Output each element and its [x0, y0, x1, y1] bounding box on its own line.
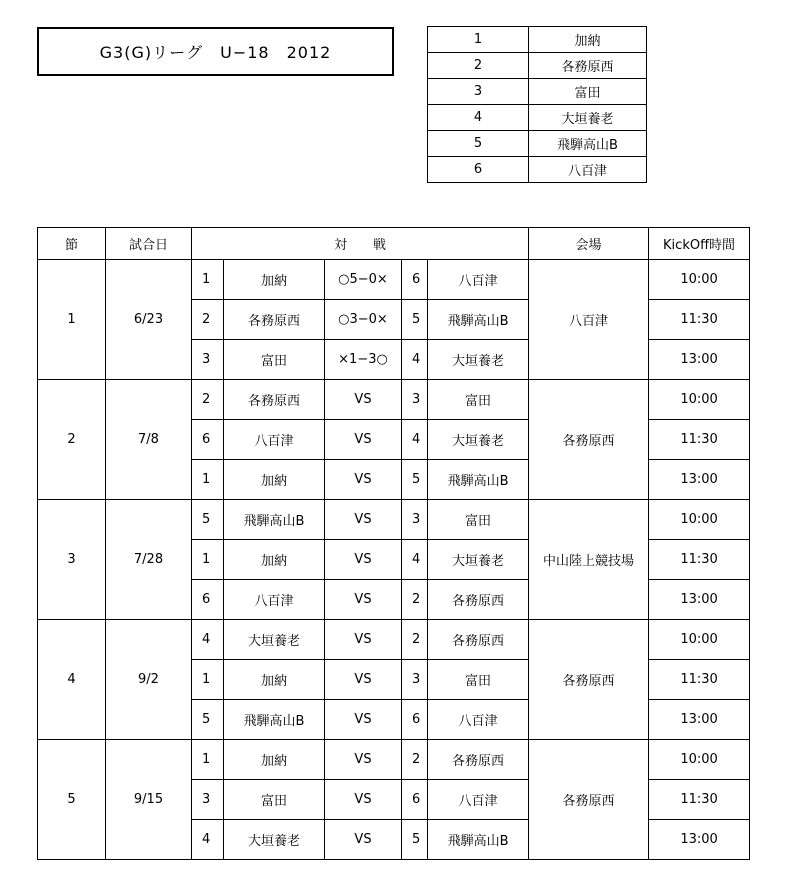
round-number: 1	[38, 260, 106, 380]
away-team-number: 4	[402, 540, 428, 580]
team-row	[428, 53, 647, 79]
home-team: 加納	[224, 460, 325, 500]
match-row	[38, 260, 750, 300]
match-score: VS	[325, 780, 402, 820]
kickoff-time: 10:00	[649, 380, 750, 420]
round-number: 3	[38, 500, 106, 620]
match-score: VS	[325, 420, 402, 460]
away-team-number: 3	[402, 500, 428, 540]
home-team: 八百津	[224, 420, 325, 460]
match-score: ○5−0×	[325, 260, 402, 300]
home-team: 富田	[224, 780, 325, 820]
home-team: 飛騨高山B	[224, 700, 325, 740]
team-row	[428, 79, 647, 105]
match-score: VS	[325, 660, 402, 700]
away-team: 八百津	[428, 260, 529, 300]
header-round: 節	[38, 228, 106, 260]
home-team: 飛騨高山B	[224, 500, 325, 540]
away-team: 富田	[428, 380, 529, 420]
team-name: 飛騨高山B	[529, 131, 647, 157]
away-team: 八百津	[428, 780, 529, 820]
away-team: 大垣養老	[428, 540, 529, 580]
home-team-number: 1	[192, 260, 224, 300]
away-team: 富田	[428, 500, 529, 540]
team-name: 富田	[529, 79, 647, 105]
match-score: VS	[325, 580, 402, 620]
away-team: 飛騨高山B	[428, 460, 529, 500]
kickoff-time: 10:00	[649, 500, 750, 540]
match-score: ×1−3○	[325, 340, 402, 380]
away-team: 各務原西	[428, 740, 529, 780]
team-number: 1	[428, 27, 529, 53]
team-name: 加納	[529, 27, 647, 53]
home-team-number: 3	[192, 780, 224, 820]
team-row	[428, 131, 647, 157]
away-team-number: 2	[402, 580, 428, 620]
team-number: 3	[428, 79, 529, 105]
home-team: 八百津	[224, 580, 325, 620]
away-team-number: 5	[402, 820, 428, 860]
match-row	[38, 740, 750, 780]
away-team: 大垣養老	[428, 340, 529, 380]
home-team: 各務原西	[224, 380, 325, 420]
league-title: G3(G)リーグ U−18 2012	[37, 27, 394, 76]
home-team: 富田	[224, 340, 325, 380]
away-team: 飛騨高山B	[428, 300, 529, 340]
team-name: 大垣養老	[529, 105, 647, 131]
away-team: 各務原西	[428, 620, 529, 660]
team-number: 4	[428, 105, 529, 131]
round-number: 2	[38, 380, 106, 500]
team-name: 八百津	[529, 157, 647, 183]
match-row	[38, 500, 750, 540]
match-date: 9/2	[106, 620, 192, 740]
away-team: 大垣養老	[428, 420, 529, 460]
team-list-table	[427, 26, 647, 183]
kickoff-time: 10:00	[649, 260, 750, 300]
team-row	[428, 27, 647, 53]
round-number: 5	[38, 740, 106, 860]
match-score: VS	[325, 500, 402, 540]
away-team: 飛騨高山B	[428, 820, 529, 860]
match-venue: 各務原西	[529, 380, 649, 500]
home-team: 大垣養老	[224, 620, 325, 660]
match-date: 7/8	[106, 380, 192, 500]
match-row	[38, 620, 750, 660]
kickoff-time: 13:00	[649, 340, 750, 380]
home-team-number: 1	[192, 460, 224, 500]
match-score: VS	[325, 820, 402, 860]
away-team-number: 2	[402, 740, 428, 780]
away-team-number: 2	[402, 620, 428, 660]
match-date: 7/28	[106, 500, 192, 620]
team-row	[428, 105, 647, 131]
away-team-number: 3	[402, 660, 428, 700]
match-date: 9/15	[106, 740, 192, 860]
match-venue: 各務原西	[529, 620, 649, 740]
header-venue: 会場	[529, 228, 649, 260]
match-score: ○3−0×	[325, 300, 402, 340]
match-date: 6/23	[106, 260, 192, 380]
away-team-number: 3	[402, 380, 428, 420]
away-team: 八百津	[428, 700, 529, 740]
home-team-number: 4	[192, 820, 224, 860]
kickoff-time: 13:00	[649, 460, 750, 500]
home-team-number: 1	[192, 540, 224, 580]
away-team-number: 4	[402, 340, 428, 380]
home-team-number: 6	[192, 420, 224, 460]
match-venue: 中山陸上競技場	[529, 500, 649, 620]
away-team: 各務原西	[428, 580, 529, 620]
header-date: 試合日	[106, 228, 192, 260]
home-team: 加納	[224, 660, 325, 700]
home-team-number: 3	[192, 340, 224, 380]
kickoff-time: 11:30	[649, 660, 750, 700]
schedule-table	[37, 227, 750, 860]
home-team-number: 1	[192, 740, 224, 780]
home-team: 加納	[224, 260, 325, 300]
away-team: 富田	[428, 660, 529, 700]
match-venue: 各務原西	[529, 740, 649, 860]
team-number: 2	[428, 53, 529, 79]
match-venue: 八百津	[529, 260, 649, 380]
match-score: VS	[325, 700, 402, 740]
team-number: 6	[428, 157, 529, 183]
kickoff-time: 11:30	[649, 300, 750, 340]
kickoff-time: 13:00	[649, 580, 750, 620]
away-team-number: 5	[402, 460, 428, 500]
kickoff-time: 11:30	[649, 540, 750, 580]
home-team: 加納	[224, 540, 325, 580]
kickoff-time: 13:00	[649, 700, 750, 740]
home-team-number: 2	[192, 380, 224, 420]
home-team: 各務原西	[224, 300, 325, 340]
kickoff-time: 10:00	[649, 620, 750, 660]
home-team-number: 5	[192, 500, 224, 540]
kickoff-time: 13:00	[649, 820, 750, 860]
match-score: VS	[325, 540, 402, 580]
header-match: 対 戦	[192, 228, 529, 260]
home-team-number: 5	[192, 700, 224, 740]
home-team: 大垣養老	[224, 820, 325, 860]
schedule-header-row	[38, 228, 750, 260]
home-team-number: 4	[192, 620, 224, 660]
match-score: VS	[325, 620, 402, 660]
team-number: 5	[428, 131, 529, 157]
away-team-number: 6	[402, 780, 428, 820]
away-team-number: 6	[402, 700, 428, 740]
away-team-number: 4	[402, 420, 428, 460]
kickoff-time: 11:30	[649, 420, 750, 460]
match-score: VS	[325, 460, 402, 500]
match-row	[38, 380, 750, 420]
team-row	[428, 157, 647, 183]
home-team-number: 6	[192, 580, 224, 620]
home-team-number: 2	[192, 300, 224, 340]
round-number: 4	[38, 620, 106, 740]
header-kickoff: KickOff時間	[649, 228, 750, 260]
match-score: VS	[325, 380, 402, 420]
away-team-number: 6	[402, 260, 428, 300]
team-name: 各務原西	[529, 53, 647, 79]
kickoff-time: 10:00	[649, 740, 750, 780]
home-team: 加納	[224, 740, 325, 780]
away-team-number: 5	[402, 300, 428, 340]
home-team-number: 1	[192, 660, 224, 700]
match-score: VS	[325, 740, 402, 780]
kickoff-time: 11:30	[649, 780, 750, 820]
